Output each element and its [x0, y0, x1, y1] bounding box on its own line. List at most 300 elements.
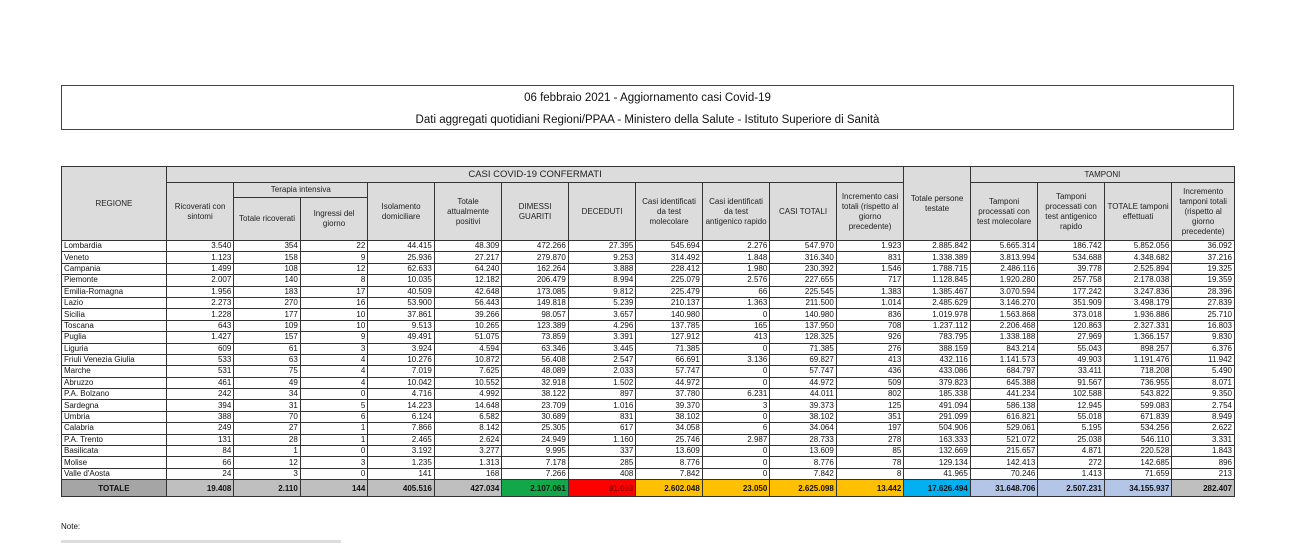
total-cell: 427.034 — [434, 480, 502, 497]
header-group-tamponi: TAMPONI — [970, 167, 1234, 183]
data-cell: 1.563.868 — [970, 309, 1038, 320]
data-cell: 44.972 — [636, 377, 703, 388]
data-cell: 783.795 — [904, 332, 971, 343]
data-cell: 7.625 — [434, 366, 502, 377]
data-cell: 10.035 — [368, 275, 435, 286]
data-cell: 64.240 — [434, 263, 502, 274]
data-cell: 351 — [836, 411, 904, 422]
table-row — [62, 252, 1235, 263]
data-cell: 19.359 — [1172, 275, 1235, 286]
total-cell: 34.155.937 — [1104, 480, 1172, 497]
data-cell: 123.389 — [502, 320, 569, 331]
data-cell: 55.043 — [1038, 343, 1105, 354]
data-cell: 546.110 — [1104, 434, 1172, 445]
data-cell: 0 — [702, 411, 770, 422]
report-title: 06 febbraio 2021 - Aggiornamento casi Covid-19 — [524, 92, 771, 104]
data-cell: 27.839 — [1172, 297, 1235, 308]
data-cell: 183 — [234, 286, 301, 297]
data-cell: 9.513 — [368, 320, 435, 331]
data-cell: 63.346 — [502, 343, 569, 354]
data-cell: 337 — [568, 446, 636, 457]
data-cell: 543.822 — [1104, 389, 1172, 400]
header-persone-testate: Totale persone testate — [904, 167, 971, 241]
data-cell: 8.776 — [636, 457, 703, 468]
data-cell: 3.331 — [1172, 434, 1235, 445]
total-cell: 282.407 — [1172, 480, 1235, 497]
data-cell: 509 — [836, 377, 904, 388]
data-cell: 3.146.270 — [970, 297, 1038, 308]
data-cell: 1.363 — [702, 297, 770, 308]
data-cell: 2.754 — [1172, 400, 1235, 411]
data-cell: 185.338 — [904, 389, 971, 400]
data-cell: 75 — [234, 366, 301, 377]
data-cell: 163.333 — [904, 434, 971, 445]
total-cell: 17.626.494 — [904, 480, 971, 497]
data-cell: 3.445 — [568, 343, 636, 354]
data-cell: 316.340 — [770, 252, 837, 263]
data-cell: 25.936 — [368, 252, 435, 263]
data-cell: 142.413 — [970, 457, 1038, 468]
notes-label: Note: — [61, 522, 81, 531]
data-cell: 16 — [300, 297, 368, 308]
data-cell: 132.669 — [904, 446, 971, 457]
total-cell: 19.408 — [166, 480, 234, 497]
data-cell: 197 — [836, 423, 904, 434]
data-cell: 3 — [702, 400, 770, 411]
data-cell: 831 — [568, 411, 636, 422]
region-name-cell: Piemonte — [62, 275, 167, 286]
data-cell: 643 — [166, 320, 234, 331]
table-row — [62, 297, 1235, 308]
header-casi-totali: CASI TOTALI — [770, 183, 837, 241]
data-cell: 14.648 — [434, 400, 502, 411]
header-incremento-tamponi: Incremento tamponi totali (rispetto al giorno precedente) — [1172, 183, 1235, 241]
data-cell: 8.142 — [434, 423, 502, 434]
data-cell: 140.980 — [636, 309, 703, 320]
data-cell: 4 — [300, 366, 368, 377]
data-cell: 23.709 — [502, 400, 569, 411]
data-cell: 39.266 — [434, 309, 502, 320]
table-row — [62, 343, 1235, 354]
total-cell: 2.107.061 — [502, 480, 569, 497]
data-cell: 8.071 — [1172, 377, 1235, 388]
data-cell: 48.089 — [502, 366, 569, 377]
data-cell: 28.733 — [770, 434, 837, 445]
data-cell: 0 — [702, 446, 770, 457]
table-row — [62, 377, 1235, 388]
data-cell: 6.376 — [1172, 343, 1235, 354]
data-cell: 3.277 — [434, 446, 502, 457]
data-cell: 2.885.842 — [904, 241, 971, 252]
data-cell: 228.412 — [636, 263, 703, 274]
table-row — [62, 434, 1235, 445]
region-name-cell: Abruzzo — [62, 377, 167, 388]
data-cell: 354 — [234, 241, 301, 252]
data-cell: 0 — [702, 457, 770, 468]
data-cell: 6 — [300, 411, 368, 422]
data-cell: 441.234 — [970, 389, 1038, 400]
data-cell: 545.694 — [636, 241, 703, 252]
region-name-cell: Sicilia — [62, 309, 167, 320]
data-cell: 249 — [166, 423, 234, 434]
data-cell: 13.609 — [770, 446, 837, 457]
data-cell: 12.182 — [434, 275, 502, 286]
header-regione: REGIONE — [62, 167, 167, 241]
data-cell: 4 — [300, 377, 368, 388]
data-cell: 1.413 — [1038, 468, 1105, 479]
data-cell: 39.370 — [636, 400, 703, 411]
data-cell: 49.903 — [1038, 354, 1105, 365]
data-cell: 896 — [1172, 457, 1235, 468]
data-cell: 285 — [568, 457, 636, 468]
data-cell: 7.019 — [368, 366, 435, 377]
data-cell: 9.830 — [1172, 332, 1235, 343]
data-cell: 272 — [1038, 457, 1105, 468]
data-cell: 586.138 — [970, 400, 1038, 411]
data-cell: 3.070.594 — [970, 286, 1038, 297]
data-cell: 534.256 — [1104, 423, 1172, 434]
table-row — [62, 286, 1235, 297]
data-cell: 2.547 — [568, 354, 636, 365]
region-name-cell: P.A. Bolzano — [62, 389, 167, 400]
data-cell: 351.909 — [1038, 297, 1105, 308]
data-cell: 242 — [166, 389, 234, 400]
data-cell: 12 — [234, 457, 301, 468]
data-cell: 1 — [300, 423, 368, 434]
data-cell: 63 — [234, 354, 301, 365]
data-cell: 78 — [836, 457, 904, 468]
table-row — [62, 241, 1235, 252]
data-cell: 66.691 — [636, 354, 703, 365]
data-cell: 211.500 — [770, 297, 837, 308]
data-cell: 1.123 — [166, 252, 234, 263]
data-cell: 3.498.179 — [1104, 297, 1172, 308]
region-name-cell: Veneto — [62, 252, 167, 263]
data-cell: 3.657 — [568, 309, 636, 320]
data-cell: 225.479 — [636, 286, 703, 297]
data-cell: 413 — [836, 354, 904, 365]
region-name-cell: Valle d'Aosta — [62, 468, 167, 479]
data-cell: 0 — [702, 366, 770, 377]
data-cell: 32.918 — [502, 377, 569, 388]
header-incremento-casi: Incremento casi totali (rispetto al giorno precedente) — [836, 183, 904, 241]
data-cell: 0 — [702, 309, 770, 320]
data-cell: 25.038 — [1038, 434, 1105, 445]
data-cell: 5.665.314 — [970, 241, 1038, 252]
data-cell: 671.839 — [1104, 411, 1172, 422]
data-cell: 25.305 — [502, 423, 569, 434]
data-cell: 162.264 — [502, 263, 569, 274]
data-cell: 109 — [234, 320, 301, 331]
data-cell: 2.033 — [568, 366, 636, 377]
data-cell: 897 — [568, 389, 636, 400]
data-cell: 44.415 — [368, 241, 435, 252]
header-group-terapia: Terapia intensiva — [234, 183, 368, 198]
data-cell: 42.648 — [434, 286, 502, 297]
data-cell: 926 — [836, 332, 904, 343]
data-cell: 1 — [234, 446, 301, 457]
data-cell: 2.273 — [166, 297, 234, 308]
data-cell: 5.239 — [568, 297, 636, 308]
data-cell: 127.912 — [636, 332, 703, 343]
data-cell: 120.863 — [1038, 320, 1105, 331]
data-cell: 66 — [166, 457, 234, 468]
data-cell: 5.195 — [1038, 423, 1105, 434]
data-cell: 25.746 — [636, 434, 703, 445]
region-name-cell: Calabria — [62, 423, 167, 434]
data-cell: 16.803 — [1172, 320, 1235, 331]
data-cell: 2.007 — [166, 275, 234, 286]
data-cell: 4.594 — [434, 343, 502, 354]
data-cell: 10.265 — [434, 320, 502, 331]
data-cell: 432.116 — [904, 354, 971, 365]
data-cell: 49 — [234, 377, 301, 388]
data-cell: 4.348.682 — [1104, 252, 1172, 263]
data-cell: 53.900 — [368, 297, 435, 308]
data-cell: 3 — [234, 468, 301, 479]
data-cell: 547.970 — [770, 241, 837, 252]
table-row — [62, 320, 1235, 331]
data-cell: 2.624 — [434, 434, 502, 445]
data-cell: 10 — [300, 320, 368, 331]
data-cell: 70 — [234, 411, 301, 422]
table-body — [62, 241, 1235, 497]
data-cell: 3 — [300, 457, 368, 468]
data-cell: 36.092 — [1172, 241, 1235, 252]
data-cell: 616.821 — [970, 411, 1038, 422]
data-cell: 206.479 — [502, 275, 569, 286]
data-cell: 802 — [836, 389, 904, 400]
data-cell: 6.582 — [434, 411, 502, 422]
total-cell: 405.516 — [368, 480, 435, 497]
total-cell: 23.050 — [702, 480, 770, 497]
data-cell: 2.525.894 — [1104, 263, 1172, 274]
covid-data-table — [61, 166, 1235, 497]
data-cell: 2.206.468 — [970, 320, 1038, 331]
data-cell: 433.086 — [904, 366, 971, 377]
data-cell: 210.137 — [636, 297, 703, 308]
region-name-cell: Basilicata — [62, 446, 167, 457]
data-cell: 684.797 — [970, 366, 1038, 377]
total-cell: 2.602.048 — [636, 480, 703, 497]
data-cell: 40.509 — [368, 286, 435, 297]
data-cell: 69.827 — [770, 354, 837, 365]
data-cell: 140 — [234, 275, 301, 286]
header-deceduti: DECEDUTI — [568, 183, 636, 241]
data-cell: 3.136 — [702, 354, 770, 365]
region-name-cell: Friuli Venezia Giulia — [62, 354, 167, 365]
table-row — [62, 309, 1235, 320]
data-cell: 49.491 — [368, 332, 435, 343]
data-cell: 717 — [836, 275, 904, 286]
data-cell: 0 — [300, 446, 368, 457]
data-cell: 3.391 — [568, 332, 636, 343]
data-cell: 3.888 — [568, 263, 636, 274]
data-cell: 8 — [836, 468, 904, 479]
data-cell: 2.327.331 — [1104, 320, 1172, 331]
region-name-cell: Lazio — [62, 297, 167, 308]
data-cell: 84 — [166, 446, 234, 457]
header-ricoverati: Ricoverati con sintomi — [166, 183, 234, 241]
data-cell: 220.528 — [1104, 446, 1172, 457]
data-cell: 225.545 — [770, 286, 837, 297]
region-name-cell: Lombardia — [62, 241, 167, 252]
table-row — [62, 446, 1235, 457]
data-cell: 2.576 — [702, 275, 770, 286]
data-cell: 736.955 — [1104, 377, 1172, 388]
data-cell: 10.872 — [434, 354, 502, 365]
data-cell: 394 — [166, 400, 234, 411]
data-cell: 27.969 — [1038, 332, 1105, 343]
data-cell: 4.296 — [568, 320, 636, 331]
data-cell: 13.609 — [636, 446, 703, 457]
data-cell: 491.094 — [904, 400, 971, 411]
data-cell: 373.018 — [1038, 309, 1105, 320]
data-cell: 3.924 — [368, 343, 435, 354]
data-cell: 27 — [234, 423, 301, 434]
region-name-cell: Marche — [62, 366, 167, 377]
data-cell: 8.776 — [770, 457, 837, 468]
data-cell: 8.949 — [1172, 411, 1235, 422]
data-cell: 645.388 — [970, 377, 1038, 388]
data-cell: 1.338.188 — [970, 332, 1038, 343]
data-cell: 7.842 — [770, 468, 837, 479]
data-cell: 9.253 — [568, 252, 636, 263]
data-cell: 177.242 — [1038, 286, 1105, 297]
data-cell: 1.228 — [166, 309, 234, 320]
data-cell: 9 — [300, 252, 368, 263]
data-cell: 71.385 — [770, 343, 837, 354]
data-cell: 9.995 — [502, 446, 569, 457]
data-cell: 41.965 — [904, 468, 971, 479]
data-cell: 1.499 — [166, 263, 234, 274]
data-cell: 173.085 — [502, 286, 569, 297]
data-cell: 125 — [836, 400, 904, 411]
data-cell: 6 — [702, 423, 770, 434]
data-cell: 137.785 — [636, 320, 703, 331]
table-row — [62, 263, 1235, 274]
data-cell: 1.936.886 — [1104, 309, 1172, 320]
data-cell: 7.178 — [502, 457, 569, 468]
header-tamponi-totale: TOTALE tamponi effettuati — [1104, 183, 1172, 241]
data-cell: 230.392 — [770, 263, 837, 274]
total-cell: 2.625.098 — [770, 480, 837, 497]
data-cell: 2.485.629 — [904, 297, 971, 308]
data-cell: 37.861 — [368, 309, 435, 320]
total-row — [62, 480, 1235, 497]
data-cell: 3.540 — [166, 241, 234, 252]
data-cell: 11.942 — [1172, 354, 1235, 365]
total-cell: 2.507.231 — [1038, 480, 1105, 497]
data-cell: 9.812 — [568, 286, 636, 297]
data-cell: 388 — [166, 411, 234, 422]
data-cell: 177 — [234, 309, 301, 320]
data-cell: 34.064 — [770, 423, 837, 434]
data-cell: 1.788.715 — [904, 263, 971, 274]
data-cell: 39.373 — [770, 400, 837, 411]
region-name-cell: Emilia-Romagna — [62, 286, 167, 297]
data-cell: 1.923 — [836, 241, 904, 252]
data-cell: 529.061 — [970, 423, 1038, 434]
data-cell: 1.427 — [166, 332, 234, 343]
data-cell: 6.231 — [702, 389, 770, 400]
data-cell: 461 — [166, 377, 234, 388]
data-cell: 1.338.389 — [904, 252, 971, 263]
region-name-cell: Umbria — [62, 411, 167, 422]
data-cell: 55.018 — [1038, 411, 1105, 422]
region-name-cell: Liguria — [62, 343, 167, 354]
data-cell: 38.122 — [502, 389, 569, 400]
data-cell: 0 — [300, 389, 368, 400]
data-cell: 1 — [300, 434, 368, 445]
data-cell: 1.843 — [1172, 446, 1235, 457]
data-cell: 10 — [300, 309, 368, 320]
data-cell: 388.159 — [904, 343, 971, 354]
region-name-cell: P.A. Trento — [62, 434, 167, 445]
total-cell: 13.442 — [836, 480, 904, 497]
data-cell: 1.014 — [836, 297, 904, 308]
data-cell: 128.325 — [770, 332, 837, 343]
region-name-cell: Toscana — [62, 320, 167, 331]
data-cell: 66 — [702, 286, 770, 297]
data-cell: 24 — [166, 468, 234, 479]
data-cell: 1.980 — [702, 263, 770, 274]
data-cell: 8 — [300, 275, 368, 286]
data-cell: 129.134 — [904, 457, 971, 468]
data-cell: 1.191.476 — [1104, 354, 1172, 365]
data-cell: 1.237.112 — [904, 320, 971, 331]
data-cell: 1.016 — [568, 400, 636, 411]
data-cell: 56.443 — [434, 297, 502, 308]
table-row — [62, 468, 1235, 479]
data-cell: 276 — [836, 343, 904, 354]
data-cell: 44.972 — [770, 377, 837, 388]
data-cell: 9 — [300, 332, 368, 343]
data-cell: 1.956 — [166, 286, 234, 297]
data-cell: 27.217 — [434, 252, 502, 263]
data-cell: 28 — [234, 434, 301, 445]
data-cell: 1.019.978 — [904, 309, 971, 320]
data-cell: 6.124 — [368, 411, 435, 422]
data-cell: 2.622 — [1172, 423, 1235, 434]
data-cell: 7.266 — [502, 468, 569, 479]
total-cell: 91.003 — [568, 480, 636, 497]
data-cell: 1.128.845 — [904, 275, 971, 286]
region-name-cell: Sardegna — [62, 400, 167, 411]
data-cell: 108 — [234, 263, 301, 274]
data-cell: 314.492 — [636, 252, 703, 263]
data-cell: 24.949 — [502, 434, 569, 445]
data-cell: 227.655 — [770, 275, 837, 286]
data-cell: 37.780 — [636, 389, 703, 400]
data-cell: 213 — [1172, 468, 1235, 479]
data-cell: 617 — [568, 423, 636, 434]
data-cell: 1.235 — [368, 457, 435, 468]
table-row — [62, 354, 1235, 365]
data-cell: 2.178.038 — [1104, 275, 1172, 286]
data-cell: 1.848 — [702, 252, 770, 263]
data-cell: 521.072 — [970, 434, 1038, 445]
header-casi-antigenico: Casi identificati da test antigenico rapido — [702, 183, 770, 241]
data-cell: 2.276 — [702, 241, 770, 252]
data-cell: 62.633 — [368, 263, 435, 274]
data-cell: 140.980 — [770, 309, 837, 320]
data-cell: 73.859 — [502, 332, 569, 343]
total-label-cell: TOTALE — [62, 480, 167, 497]
data-cell: 3.247.836 — [1104, 286, 1172, 297]
data-cell: 5.490 — [1172, 366, 1235, 377]
data-cell: 1.160 — [568, 434, 636, 445]
